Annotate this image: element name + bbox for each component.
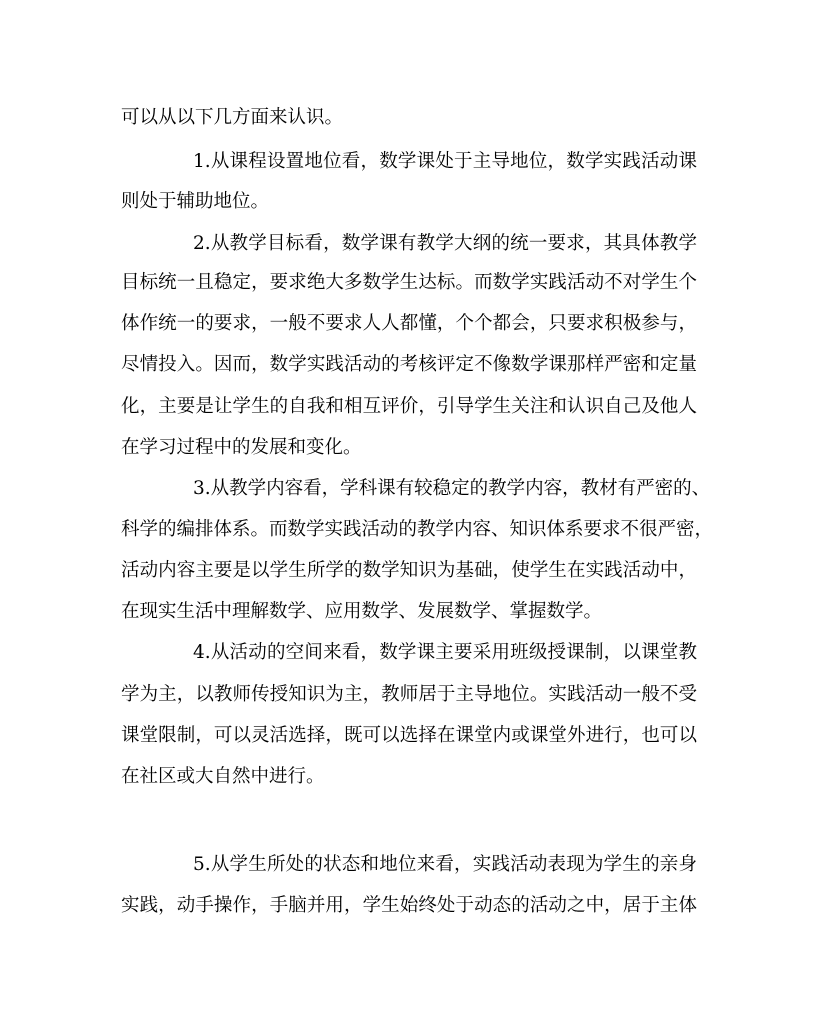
text-line: 则处于辅助地位。 xyxy=(121,191,270,212)
text-line: 实践，动手操作，手脑并用，学生始终处于动态的活动之中，居于主体 xyxy=(121,895,697,916)
text-line: 可以从以下几方面来认识。 xyxy=(121,107,344,128)
text-line: 目标统一且稳定，要求绝大多数学生达标。而数学实践活动不对学生个 xyxy=(121,272,697,293)
text-line: 在现实生活中理解数学、应用数学、发展数学、掌握数学。 xyxy=(121,601,603,622)
text-line: 3.从教学内容看，学科课有较稳定的教学内容，教材有严密的、 xyxy=(193,478,711,499)
text-line: 体作统一的要求，一般不要求人人都懂，个个都会，只要求积极参与， xyxy=(121,313,697,334)
text-line: 尽情投入。因而，数学实践活动的考核评定不像数学课那样严密和定量 xyxy=(121,354,697,375)
text-line: 2.从教学目标看，数学课有教学大纲的统一要求，其具体教学 xyxy=(193,233,697,254)
text-line: 学为主，以教师传授知识为主，教师居于主导地位。实践活动一般不受 xyxy=(121,684,697,705)
text-line: 课堂限制，可以灵活选择，既可以选择在课堂内或课堂外进行，也可以 xyxy=(121,725,697,746)
text-line: 科学的编排体系。而数学实践活动的教学内容、知识体系要求不很严密， xyxy=(121,519,714,540)
text-line: 在学习过程中的发展和变化。 xyxy=(121,437,362,458)
text-line: 1.从课程设置地位看，数学课处于主导地位，数学实践活动课 xyxy=(193,151,697,172)
text-line: 在社区或大自然中进行。 xyxy=(121,766,325,787)
text-line: 4.从活动的空间来看，数学课主要采用班级授课制，以课堂教 xyxy=(193,642,697,663)
text-line: 5.从学生所处的状态和地位来看，实践活动表现为学生的亲身 xyxy=(193,854,697,875)
text-line: 活动内容主要是以学生所学的数学知识为基础，使学生在实践活动中， xyxy=(121,560,697,581)
text-line: 化，主要是让学生的自我和相互评价，引导学生关注和认识自己及他人 xyxy=(121,396,697,417)
